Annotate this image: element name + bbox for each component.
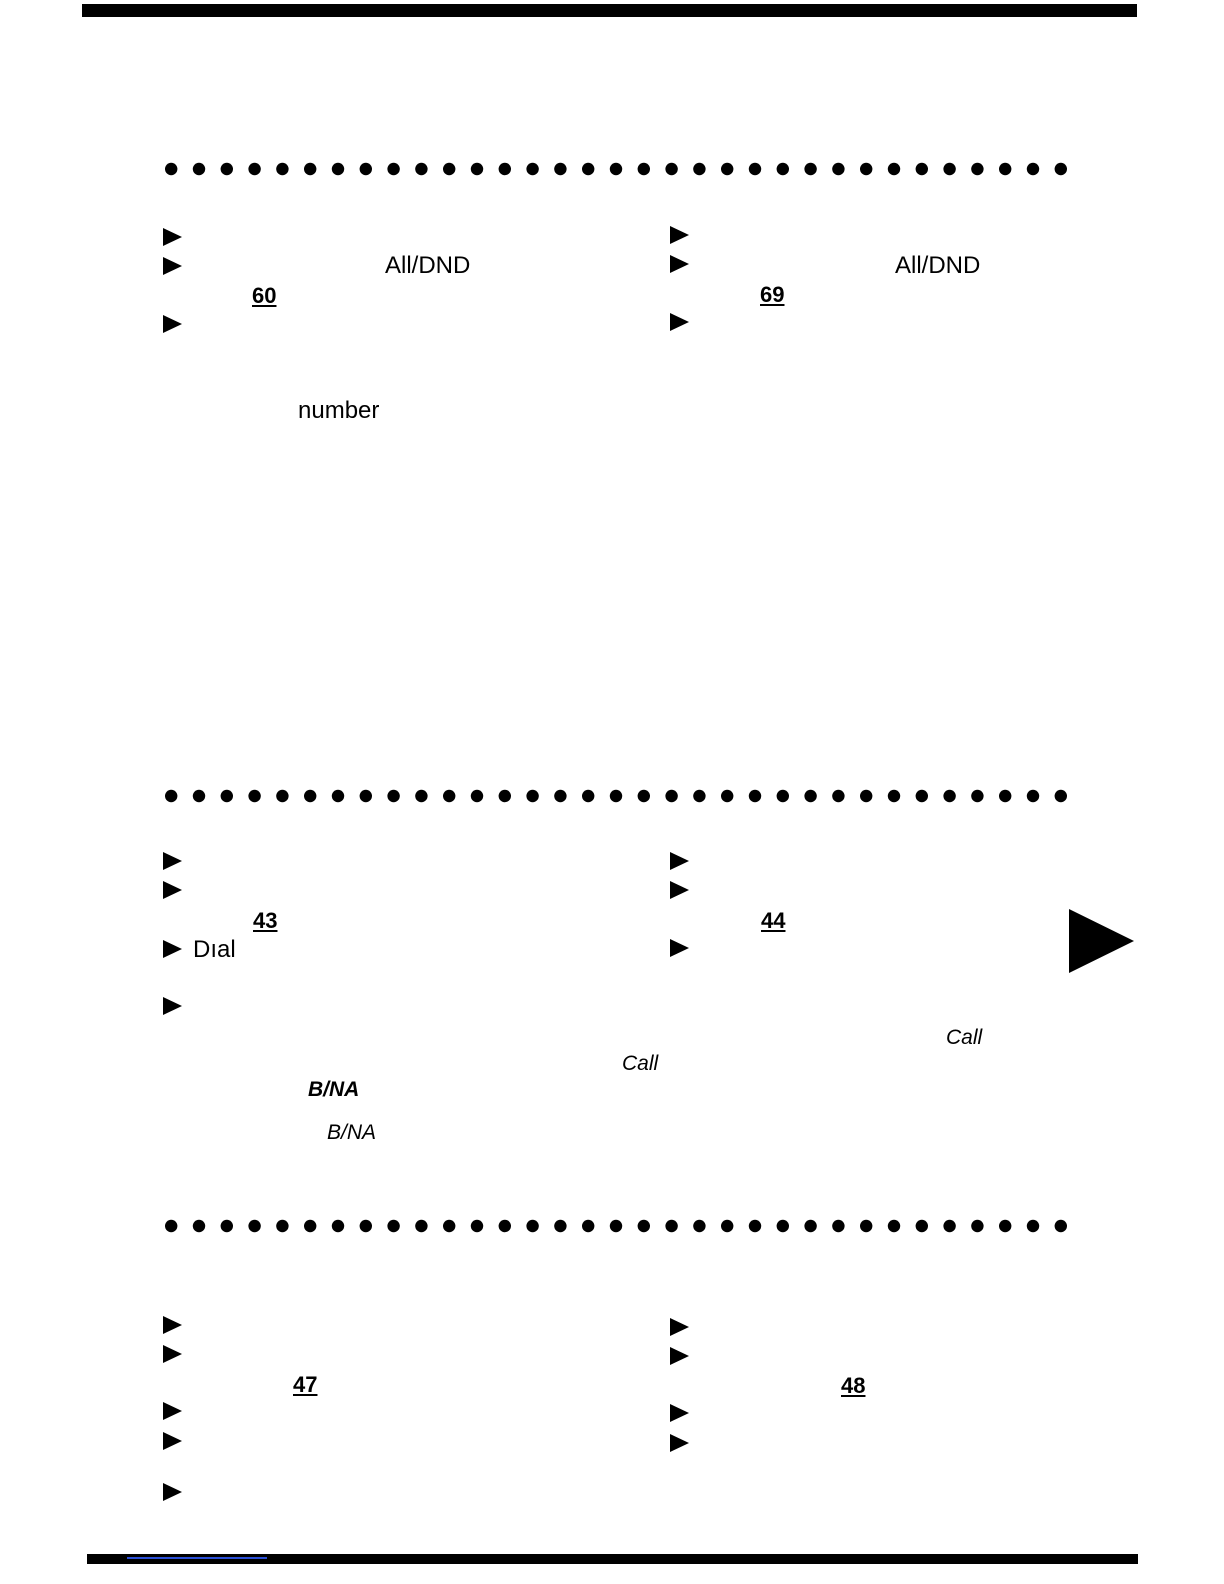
separator-dot (638, 1220, 650, 1232)
separator-dot (582, 790, 594, 802)
bullet-arrow-icon (670, 939, 689, 957)
separator-dot (971, 790, 983, 802)
separator-dot (832, 1220, 844, 1232)
separator-dot (221, 163, 233, 175)
separator-dot (721, 790, 733, 802)
separator-dot (443, 163, 455, 175)
bottom-rule (87, 1554, 1138, 1564)
dotted-separator-3 (164, 1218, 1068, 1234)
separator-dot (443, 1220, 455, 1232)
page-ref-link[interactable]: 43 (253, 908, 278, 933)
separator-dot (665, 163, 677, 175)
bullet-arrow-icon (163, 940, 182, 958)
separator-dot (165, 163, 177, 175)
separator-dot (860, 790, 872, 802)
separator-dot (276, 790, 288, 802)
separator-dot (777, 163, 789, 175)
separator-dot (526, 790, 538, 802)
bullet-arrow-icon (670, 313, 689, 331)
separator-dot (721, 163, 733, 175)
call-label: Call (946, 1026, 983, 1049)
separator-dot (499, 790, 511, 802)
separator-dot (471, 1220, 483, 1232)
separator-dot (860, 1220, 872, 1232)
separator-dot (1055, 1220, 1067, 1232)
separator-dot (804, 1220, 816, 1232)
separator-dot (415, 790, 427, 802)
separator-dot (499, 163, 511, 175)
separator-dot (443, 790, 455, 802)
separator-dot (304, 1220, 316, 1232)
separator-dot (1027, 1220, 1039, 1232)
dotted-separator-1 (164, 161, 1068, 177)
continue-arrow-icon[interactable] (1069, 909, 1134, 973)
separator-dot (665, 790, 677, 802)
separator-dot (832, 790, 844, 802)
bullet-arrow-icon (163, 315, 182, 333)
separator-dot (610, 163, 622, 175)
separator-dot (721, 1220, 733, 1232)
separator-dot (999, 163, 1011, 175)
bullet-arrow-icon (163, 852, 182, 870)
separator-dot (888, 163, 900, 175)
bullet-arrow-icon (670, 226, 689, 244)
separator-dot (749, 790, 761, 802)
separator-dot (499, 1220, 511, 1232)
separator-dot (221, 1220, 233, 1232)
separator-dot (916, 163, 928, 175)
bna-label: B/NA (327, 1121, 377, 1144)
separator-dot (332, 1220, 344, 1232)
separator-dot (860, 163, 872, 175)
separator-dot (582, 1220, 594, 1232)
separator-dot (971, 163, 983, 175)
separator-dot (276, 163, 288, 175)
separator-dot (999, 790, 1011, 802)
bullet-arrow-icon (670, 1434, 689, 1452)
separator-dot (916, 790, 928, 802)
separator-dot (693, 790, 705, 802)
separator-dot (360, 163, 372, 175)
page-ref-link[interactable]: 69 (760, 282, 785, 307)
page-ref-link[interactable]: 44 (761, 908, 786, 933)
top-rule (82, 4, 1137, 17)
separator-dot (638, 790, 650, 802)
separator-dot (193, 1220, 205, 1232)
call-label: Call (622, 1052, 659, 1075)
separator-dot (943, 790, 955, 802)
bullet-arrow-icon (163, 228, 182, 246)
separator-dot (610, 1220, 622, 1232)
separator-dot (332, 790, 344, 802)
separator-dot (804, 790, 816, 802)
separator-dot (916, 1220, 928, 1232)
separator-dot (777, 1220, 789, 1232)
separator-dot (1027, 790, 1039, 802)
separator-dot (749, 163, 761, 175)
separator-dot (387, 163, 399, 175)
word-number: number (298, 397, 380, 424)
separator-dot (582, 163, 594, 175)
bullet-arrow-icon (163, 1432, 182, 1450)
separator-dot (610, 790, 622, 802)
separator-dot (193, 163, 205, 175)
bullet-arrow-icon (163, 257, 182, 275)
separator-dot (360, 790, 372, 802)
separator-dot (1055, 790, 1067, 802)
bullet-arrow-icon (670, 1404, 689, 1422)
separator-dot (165, 1220, 177, 1232)
separator-dot (749, 1220, 761, 1232)
separator-dot (304, 790, 316, 802)
separator-dot (471, 790, 483, 802)
bullet-arrow-icon (670, 1347, 689, 1365)
separator-dot (387, 790, 399, 802)
dial-label: Dıal (193, 936, 236, 963)
separator-dot (415, 163, 427, 175)
separator-dot (1055, 163, 1067, 175)
separator-dot (360, 1220, 372, 1232)
dotted-separator-2 (164, 788, 1068, 804)
bullet-arrow-icon (163, 1483, 182, 1501)
bullet-arrow-icon (163, 1316, 182, 1334)
bna-bold-label: B/NA (308, 1078, 360, 1101)
separator-dot (248, 1220, 260, 1232)
separator-dot (248, 163, 260, 175)
separator-dot (1027, 163, 1039, 175)
page-ref-link[interactable]: 47 (293, 1372, 318, 1397)
separator-dot (276, 1220, 288, 1232)
bullet-arrow-icon (670, 1318, 689, 1336)
separator-dot (665, 1220, 677, 1232)
separator-dot (943, 1220, 955, 1232)
option-all-dnd: All/DND (385, 252, 471, 279)
bullet-arrow-icon (670, 881, 689, 899)
separator-dot (554, 163, 566, 175)
separator-dot (638, 163, 650, 175)
bullet-arrow-icon (670, 255, 689, 273)
separator-dot (888, 790, 900, 802)
separator-dot (832, 163, 844, 175)
separator-dot (165, 790, 177, 802)
separator-dot (999, 1220, 1011, 1232)
bullet-arrow-icon (163, 1345, 182, 1363)
separator-dot (526, 1220, 538, 1232)
separator-dot (554, 1220, 566, 1232)
bottom-link-underline[interactable] (127, 1557, 267, 1559)
page-ref-link[interactable]: 48 (841, 1373, 866, 1398)
separator-dot (387, 1220, 399, 1232)
separator-dot (193, 790, 205, 802)
separator-dot (248, 790, 260, 802)
separator-dot (693, 163, 705, 175)
separator-dot (777, 790, 789, 802)
separator-dot (471, 163, 483, 175)
bullet-arrow-icon (163, 1402, 182, 1420)
option-all-dnd: All/DND (895, 252, 981, 279)
bullet-arrow-icon (163, 881, 182, 899)
bullet-arrow-icon (163, 997, 182, 1015)
separator-dot (221, 790, 233, 802)
page-ref-link[interactable]: 60 (252, 283, 277, 308)
separator-dot (888, 1220, 900, 1232)
separator-dot (415, 1220, 427, 1232)
separator-dot (554, 790, 566, 802)
separator-dot (332, 163, 344, 175)
separator-dot (943, 163, 955, 175)
separator-dot (971, 1220, 983, 1232)
separator-dot (526, 163, 538, 175)
bullet-arrow-icon (670, 852, 689, 870)
separator-dot (693, 1220, 705, 1232)
separator-dot (304, 163, 316, 175)
separator-dot (804, 163, 816, 175)
